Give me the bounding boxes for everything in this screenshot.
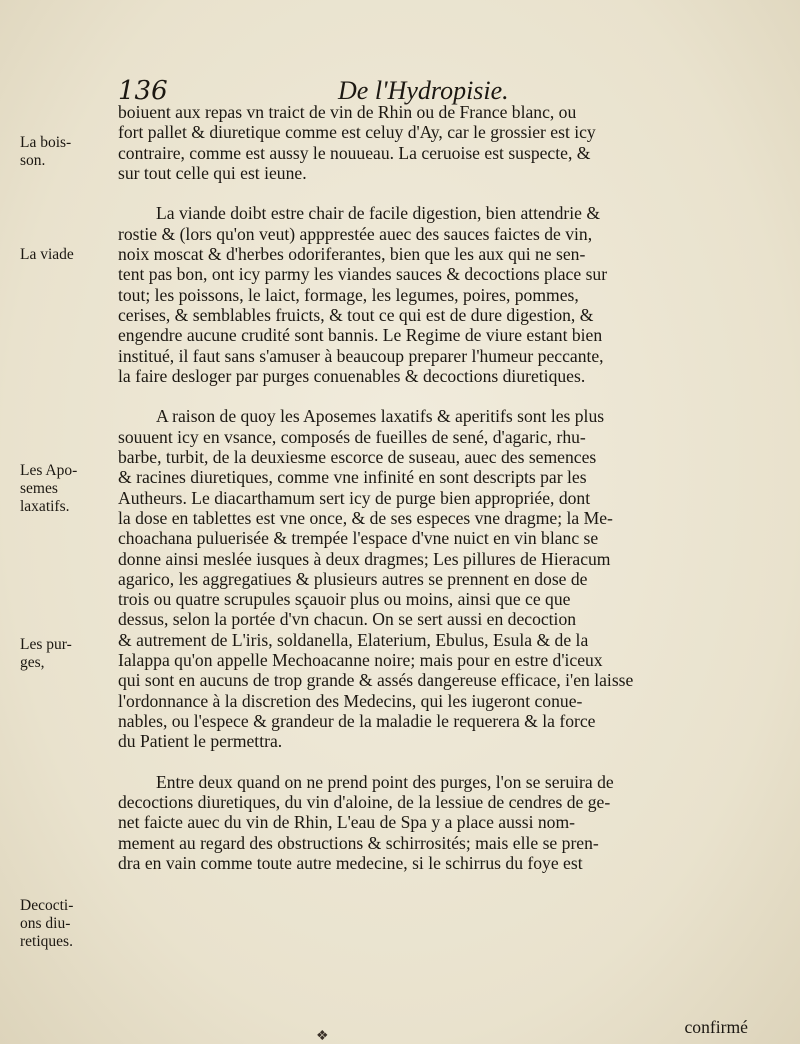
text-line: institué, il faut sans s'amuser à beaucoup preparer l'humeur peccante, [118,345,604,366]
text-line: noix moscat & d'herbes odoriferantes, bien que les aux qui ne sen- [118,244,586,265]
text-line: La viande doibt estre chair de facile digestion, bien attendrie & [156,203,601,224]
margin-note-purges [20,636,112,672]
text-line: net faicte auec du vin de Rhin, L'eau de Spa y a place aussi nom- [118,812,576,833]
text-line: cerises, & semblables fruicts, & tout ce qui est de dure digestion, & [118,304,594,325]
margin-note-boisson [20,134,112,170]
text-line: engendre aucune crudité sont bannis. Le Regime de viure estant bien [118,325,603,346]
page-number: 136 [118,76,168,106]
paragraph-gap [118,183,756,203]
text-line: qui sont en aucuns de trop grande & assés dangereuse efficace, i'en laisse [118,670,634,691]
text-line: Entre deux quand on ne prend point des purges, l'on se seruira de [156,771,614,792]
text-line: donne ainsi meslée iusques à deux dragmes; Les pillures de Hieracum [118,548,611,569]
text-line: fort pallet & diuretique comme est celuy d'Ay, car le grossier est icy [118,122,596,143]
text-line: dessus, selon la portée d'vn chacun. On se sert aussi en decoction [118,609,577,630]
margin-note-line: retiques. [20,933,73,950]
margin-note-line: La bois- [20,134,72,151]
body-text [118,102,756,873]
margin-note-decoctions [20,897,112,951]
text-line: agarico, les aggregatiues & plusieurs autres se prennent en dose de [118,568,588,589]
text-line: souuent icy en vsance, composés de fueilles de sené, d'agaric, rhu- [118,426,586,447]
margin-note-line: ons diu- [20,915,71,932]
margin-note-viande [20,246,112,264]
text-line: barbe, turbit, de la deuxiesme escorce de suseau, auec des semences [118,447,597,468]
text-line: tent pas bon, ont icy parmy les viandes sauces & decoctions place sur [118,264,608,285]
text-line: rostie & (lors qu'on veut) appprestée auec des sauces faictes de vin, [118,223,593,244]
text-line: decoctions diuretiques, du vin d'aloine, de la lessiue de cendres de ge- [118,792,611,813]
margin-note-line: Decocti- [20,897,74,914]
text-line: trois ou quatre scrupules sçauoir plus ou moins, ainsi que ce que [118,589,571,610]
text-line: boiuent aux repas vn traict de vin de Rhin ou de France blanc, ou [118,102,577,122]
paragraph-gap [118,386,756,406]
margin-note-line: semes [20,480,58,497]
margin-note-line: son. [20,152,46,169]
catchword: confirmé [684,1017,748,1037]
margin-note-line: ges, [20,654,45,671]
text-line: du Patient le permettra. [118,731,283,752]
text-line: A raison de quoy les Aposemes laxatifs & aperitifs sont les plus [156,406,605,427]
text-line: dra en vain comme toute autre medecine, si le schirrus du foye est [118,852,583,873]
text-line: nables, ou l'espece & grandeur de la maladie le requerera & la force [118,710,596,731]
text-line: Ialappa qu'on appelle Mechoacanne noire; mais pour en estre d'iceux [118,650,603,671]
paragraph-gap [118,752,756,772]
margin-note-line: Les Apo- [20,462,78,479]
text-line: choachana puluerisée & trempée l'espace d'vne nuict en vin blanc se [118,528,599,549]
text-line: la faire desloger par purges conuenables & decoctions diuretiques. [118,365,586,386]
ornament-icon: ❖ [316,1028,329,1044]
margin-note-line: La viade [20,246,74,263]
text-line: l'ordonnance à la discretion des Medecins, qui les iugeront conue- [118,690,583,711]
text-line: tout; les poissons, le laict, formage, les legumes, poires, pommes, [118,284,579,305]
margin-note-aposemes [20,462,112,516]
text-line: mement au regard des obstructions & schirrosités; mais elle se pren- [118,832,599,853]
text-line: contraire, comme est aussy le nouueau. La ceruoise est suspecte, & [118,142,591,163]
text-line: la dose en tablettes est vne once, & de ses especes vne dragme; la Me- [118,507,613,528]
text-line: & racines diuretiques, comme vne infinité en sont descripts par les [118,467,587,488]
text-line: sur tout celle qui est ieune. [118,162,307,183]
margin-note-line: laxatifs. [20,498,70,515]
margin-note-line: Les pur- [20,636,72,653]
running-title: De l'Hydropisie. [338,76,509,105]
text-line: Autheurs. Le diacarthamum sert icy de purge bien appropriée, dont [118,487,591,508]
text-line: & autrement de L'iris, soldanella, Elaterium, Ebulus, Esula & de la [118,629,589,650]
